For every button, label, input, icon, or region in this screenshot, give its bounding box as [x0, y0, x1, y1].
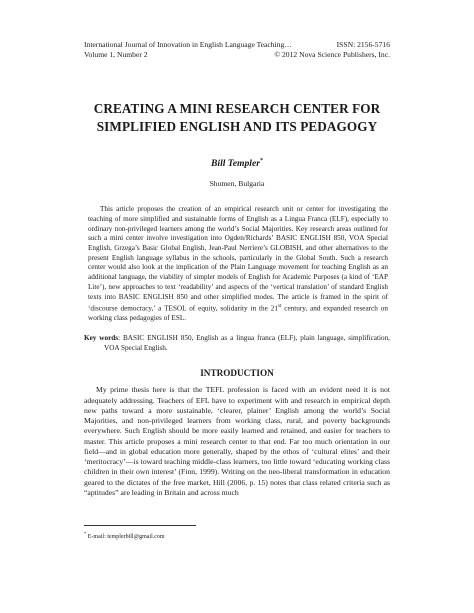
author-footnote-mark: * — [259, 158, 263, 164]
footnote-divider — [84, 525, 196, 526]
title-line-2: SIMPLIFIED ENGLISH AND ITS PEDAGOGY — [96, 119, 378, 134]
abstract-text-end: century, and expanded research on working class pedagogies of ESL. — [88, 304, 388, 323]
footnote — [84, 530, 165, 541]
author — [84, 155, 390, 170]
title-line-1: CREATING A MINI RESEARCH CENTER FOR — [93, 101, 381, 116]
author-name: Bill Templer — [211, 158, 260, 170]
keywords-label: Key words — [84, 334, 119, 343]
footnote-mark: * — [84, 531, 87, 536]
keywords — [84, 334, 390, 353]
section-heading-introduction: INTRODUCTION — [200, 368, 274, 379]
copyright: © 2012 Nova Science Publishers, Inc. — [274, 50, 390, 59]
keywords-text: : BASIC ENGLISH 850, English as a lingua franca (ELF), plain language, simplification, VOA Special English. — [104, 334, 390, 352]
abstract-text: This article proposes the creation of an empirical research unit or center for investigating the teaching of more simplified and sustainable forms of English as a Lingua Franca (ELF), especially to ordinary non-privileged learners among the world’s Social Majorities. Key research areas outlined for such a mini center involve investigation into Ogden/Richards’ BASIC ENGLISH 850, VOA Special English, Grzega’s Basic Global English, Jean-Paul Nerriere’s GLOBISH, and other alternatives to the present English language syllabus in the schools, particularly in the Global South. Such a research center would also look at the implication of the Plain Language movement for teaching English as an additional language, the viability of simpler models of English for Academic Purposes (a kind of ‘EAP Lite’), new approaches to text ‘readability’ and aspects of the ‘vertical translation’ of standard English texts into BASIC ENGLISH 850 and other simplified modes. The article is framed in the spirit of ‘discourse democracy,’ a TESOL of equity, solidarity in the 21 — [88, 205, 388, 313]
running-header — [84, 40, 390, 60]
introduction-paragraph: My prime thesis here is that the TEFL profession is faced with an evident need it is not adequately addressing. Teachers of EFL have to experiment with and research in empirical depth new paths toward a more sustainable, ‘clearer, plainer’ English among the world’s Social Majorities, and non-privileged learners from working class, rural, and poverty backgrounds everywhere. Such English should be more easily learned and retained, and easier for teachers to master. This article proposes a mini research center to that end. Far too much orientation in our field—and in global education more generally, shaped by the ethos of ‘cultural elites’ and their ‘meritocracy’—is toward teaching middle-class learners, too little toward ‘educating working class children in their own interest’ (Finn, 1999). Writing on the neo-liberal transformation in education geared to the dictates of the free market, Hill (2006, p. 15) notes that class related criteria such as “aptitudes” are leading in Britain and across much — [84, 385, 390, 497]
footnote-email: E-mail: templerbill@gmail.com — [86, 534, 165, 540]
volume-number: Volume 1, Number 2 — [84, 50, 148, 59]
issn: ISSN: 2156-5716 — [336, 40, 390, 49]
abstract-superscript: st — [277, 304, 282, 310]
journal-name: International Journal of Innovation in English Language Teaching… — [84, 40, 292, 49]
affiliation: Shumen, Bulgaria — [209, 179, 265, 189]
paper-title — [84, 100, 390, 136]
paper-page — [84, 40, 390, 498]
abstract — [88, 205, 388, 324]
